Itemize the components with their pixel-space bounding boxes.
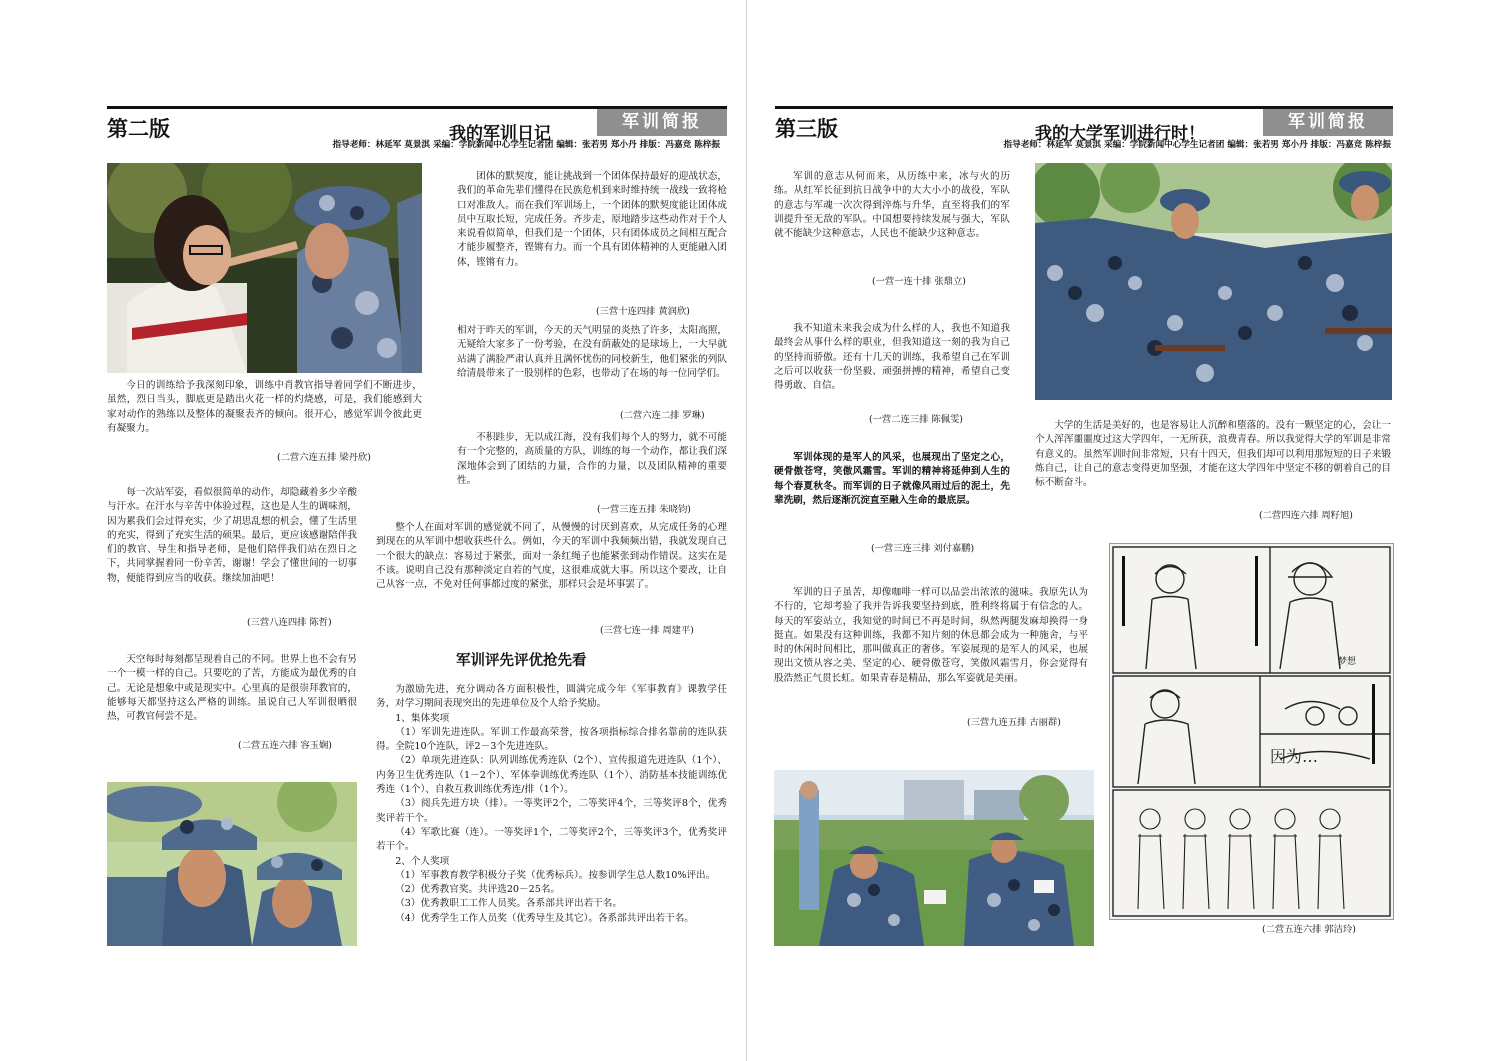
article-paragraph: 相对于昨天的军训，今天的天气明显的炎热了许多，太阳高照，无疑给大家多了一份考验，在没有荫蔽处的是球场上，一大早就站满了满脸严肃认真并且满怀忧伤的同校新生，他们紧张的列队给清晨带来了一股别样的色彩，也带动了在场的每一位同学们。: [457, 325, 727, 379]
author-signature: (三营九连五排 古丽群): [967, 717, 1061, 728]
section-heading: 军训评先评优抢先看: [456, 653, 587, 669]
author-signature: (三营八连四排 陈哲): [247, 617, 332, 628]
article-text: [457, 324, 727, 381]
author-signature: (一营一连十排 张鼎立): [872, 276, 966, 287]
article-paragraph: 今日的训练给予我深刻印象，训练中肖教官指导着同学们不断进步，虽然，烈日当头，脚底更是踏出火花一样的灼烧感，可是，我们能感到大家对动作的熟练以及整体的凝聚表齐的倾向。很开心，感觉军训令彼此更有凝聚力。: [107, 380, 422, 434]
photo-makeup: [107, 163, 422, 373]
comic-caption: 梦想: [1338, 657, 1357, 667]
comic-caption: 因为…: [1270, 747, 1319, 766]
author-signature: (三营七连一排 周建平): [600, 625, 694, 636]
author-signature: (二营六连五排 梁丹欣): [277, 452, 371, 463]
article-paragraph: 军训的意志从何而来，从历练中来，冰与火的历练。从红军长征到抗日战争中的大大小小的战役，军队的意志与军魂一次次得到淬炼与升华，直至将我们的军训提升至无敌的军队。中国想要持续发展与强大，军队就不能缺少这种意志，人民也不能缺少这种意志。: [774, 171, 1010, 240]
page-title: 我的军训日记: [449, 124, 551, 144]
brand-banner: 军训简报: [1263, 109, 1393, 136]
credits-line: 指导老师：林延军 莫景淇 采编：学院新闻中心学生记者团 编辑：张若男 郑小丹 排版：冯嘉竞 陈梓振: [332, 140, 720, 150]
award-item: 1、集体奖项: [395, 712, 450, 724]
award-item: （3）优秀教职工工作人员奖。各系部共评出若干名。: [395, 898, 622, 910]
award-item: （1）军事教育教学积极分子奖（优秀标兵）。按参训学生总人数10%评出。: [395, 869, 716, 881]
article-text: [774, 322, 1010, 393]
edition-label: 第二版: [107, 117, 170, 141]
author-signature: (二营五连六排 容玉娴): [238, 740, 332, 751]
award-item: （2）优秀教官奖。共评选20－25名。: [395, 884, 561, 896]
edition-label: 第三版: [775, 117, 838, 141]
article-text: [107, 653, 357, 724]
article-text: [1035, 419, 1391, 490]
award-item: （4）军歌比赛（连）。一等奖评1个，二等奖评2个，三等奖评3个，优秀奖评若干个。: [376, 826, 727, 853]
article-paragraph: 我不知道未来我会成为什么样的人，我也不知道我最终会从事什么样的职业，但我知道这一刻的我为自己的坚持而骄傲。还有十几天的训练，我希望自己在军训之后可以收获一份坚毅、顽强拼搏的精神，希望自己变得勇敢、自信。: [774, 323, 1010, 392]
credits-line: 指导老师：林延军 莫景淇 采编：学院新闻中心学生记者团 编辑：张若男 郑小丹 排版：冯嘉竞 陈梓振: [1003, 140, 1391, 150]
article-paragraph: 整个人在面对军训的感觉就不同了，从慢慢的讨厌到喜欢，从完成任务的心理到现在的从军训中想收获些什么。例如，今天的军训中我频频出错，我就发现自己一个很大的缺点：容易过于紧张，面对一条红绳子也能紧张到动作错误。这实在是不该。说明自己没有那种淡定自若的气度，这很难成就大事。所以这个要改，让自己从容一点，不免对任何事都过度的紧张，那样只会是坏事罢了。: [376, 522, 727, 591]
article-paragraph: 每一次站军姿，看似很简单的动作，却隐藏着多少辛酸与汗水。在汗水与辛苦中体验过程，这也是人生的调味剂，因为累我们会过得充实，少了胡思乱想的机会，懂了生活里的充实，得到了充实生活的硕果。最后，更应该感谢陪伴我们的教官、导生和指导老师，是他们陪伴我们站在烈日之下，共同掌握着同一份辛苦，谢谢！学会了懂世间的一切事物，便能得到应当的收获。继续加油吧！: [107, 487, 357, 584]
brand-banner: 军训简报: [597, 109, 727, 136]
comic-illustration: [1109, 543, 1394, 920]
article-text: [457, 170, 727, 270]
author-signature: (一营三连三排 刘付嘉鹏): [871, 543, 975, 554]
author-signature: (二营五连六排 郭洁玲): [1262, 924, 1356, 935]
photo-soldiers-closeup: [107, 782, 357, 946]
award-item: （1）军训先进连队。军训工作最高荣誉，按各项指标综合排名靠前的连队获得。全院10个连队，评2－3个先进连队。: [376, 726, 727, 753]
article-paragraph: 不积跬步，无以成江海，没有我们每个人的努力，就不可能有一个完整的，高质量的方队，训练的每一个动作，都让我们深深地体会到了团结的力量，合作的力量，以及团队精神的重要性。: [457, 432, 727, 486]
author-signature: (一营三连五排 朱晓钧): [597, 504, 691, 515]
article-text: [774, 170, 1010, 241]
page-left: [0, 0, 746, 1061]
article-text: [774, 586, 1088, 686]
awards-intro: 为激励先进，充分调动各方面积极性，圆满完成今年《军事教育》课教学任务，对学习期间表现突出的先进单位及个人给予奖励。: [376, 684, 727, 710]
page-header: [107, 106, 727, 144]
award-item: 2、个人奖项: [395, 855, 450, 867]
article-paragraph: 大学的生活是美好的，也是容易让人沉醉和堕落的。没有一颗坚定的心，会让一个人浑浑噩噩度过这大学四年，一无所获，浪费青春。所以我觉得大学的军训是非常有意义的。虽然军训时间非常短，只有十四天，但我们却可以利用那短短的日子来锻炼自己，让自己的意志变得更加坚强，才能在这大学四年中坚定不移的朝着自己的目标不断奋斗。: [1035, 420, 1391, 489]
article-paragraph: 天空每时每刻都呈现着自己的不同。世界上也不会有另一个一模一样的自己。只要吃的了苦，方能成为最优秀的自己。无论是想象中或是现实中。心里真的是很崇拜教官的，能够每天都坚持这么严格的训练。虽说自己人军训很晒很热，可教官何尝不是。: [107, 654, 357, 723]
author-signature: (三营十连四排 黄润欣): [596, 306, 690, 317]
article-paragraph: 团体的默契度，能让挑战到一个团体保持最好的迎战状态，我们的革命先辈们懂得在民族危机到来时维持统一战线一致将枪口对准敌人。而在我们军训场上，一个团体的默契度能让团体成员中互取长短，完成任务。齐步走，原地踏步这些动作对于个人来说看似简单，但我们是一个团体，只有团体成员之间相互配合才能步履整齐，铿锵有力。而一个具有团体精神的人更能融入团体，铿锵有力。: [457, 171, 727, 268]
article-text: [774, 451, 1010, 508]
author-signature: (一营二连三排 陈佩雯): [869, 414, 963, 425]
article-paragraph: 军训体现的是军人的风采，也展现出了坚定之心，硬骨傲苍穹，笑傲风霜雪。军训的精神将延伸到人生的每个春夏秋冬。而军训的日子就像风雨过后的泥土，先辈洗刷，然后逐渐沉淀直至融入生命的最底层。: [774, 452, 1010, 506]
article-text: [457, 431, 727, 488]
award-item: （3）阅兵先进方块（排）。一等奖评2个，二等奖评4个，三等奖评8个，优秀奖评若干个。: [376, 798, 727, 824]
author-signature: (二营六连二排 罗琳): [620, 410, 705, 421]
article-text: [107, 379, 422, 436]
article-text: [376, 521, 727, 592]
photo-marching-column: [1035, 163, 1392, 400]
page-header: [775, 106, 1393, 144]
photo-seated-trainees: [774, 770, 1094, 946]
article-paragraph: 军训的日子虽苦，却像咖啡一样可以品尝出浓浓的滋味。我原先认为不行的，它却考验了我并告诉我要坚持到底，胜利终将属于有信念的人。每天的军姿站立，我知觉的时间已不再是时间，纵然两腿发麻却换得一身挺直。如果没有这种训练，我都不知片刻的休息都会成为一种施舍，与平时的休闲时间相比，那叫做真正的奢侈。军姿展现的是军人的风采，也展现出文愤从容之美、坚定的心、硬骨傲苍穹，笑傲风霜雪月，你会觉得有股浩然正气贯长虹。如果青春是精品，那么军姿就是美丽。: [774, 587, 1088, 684]
award-item: （4）优秀学生工作人员奖（优秀导生及其它）。各系部共评出若干名。: [395, 912, 694, 924]
award-item: （2）单项先进连队：队列训练优秀连队（2个）、宣传报道先进连队（1个）、内务卫生优秀连队（1－2个）、军体拳训练优秀连队（1个）、消防基本技能训练优秀连（1个）、自救互救训练优秀连/排（1个）。: [376, 755, 727, 796]
awards-notice: [376, 683, 727, 926]
page-title: 我的大学军训进行时！: [1035, 124, 1205, 144]
page-right: [746, 0, 1500, 1061]
author-signature: (二营四连六排 周籽旭): [1259, 510, 1353, 521]
article-text: [107, 486, 357, 586]
